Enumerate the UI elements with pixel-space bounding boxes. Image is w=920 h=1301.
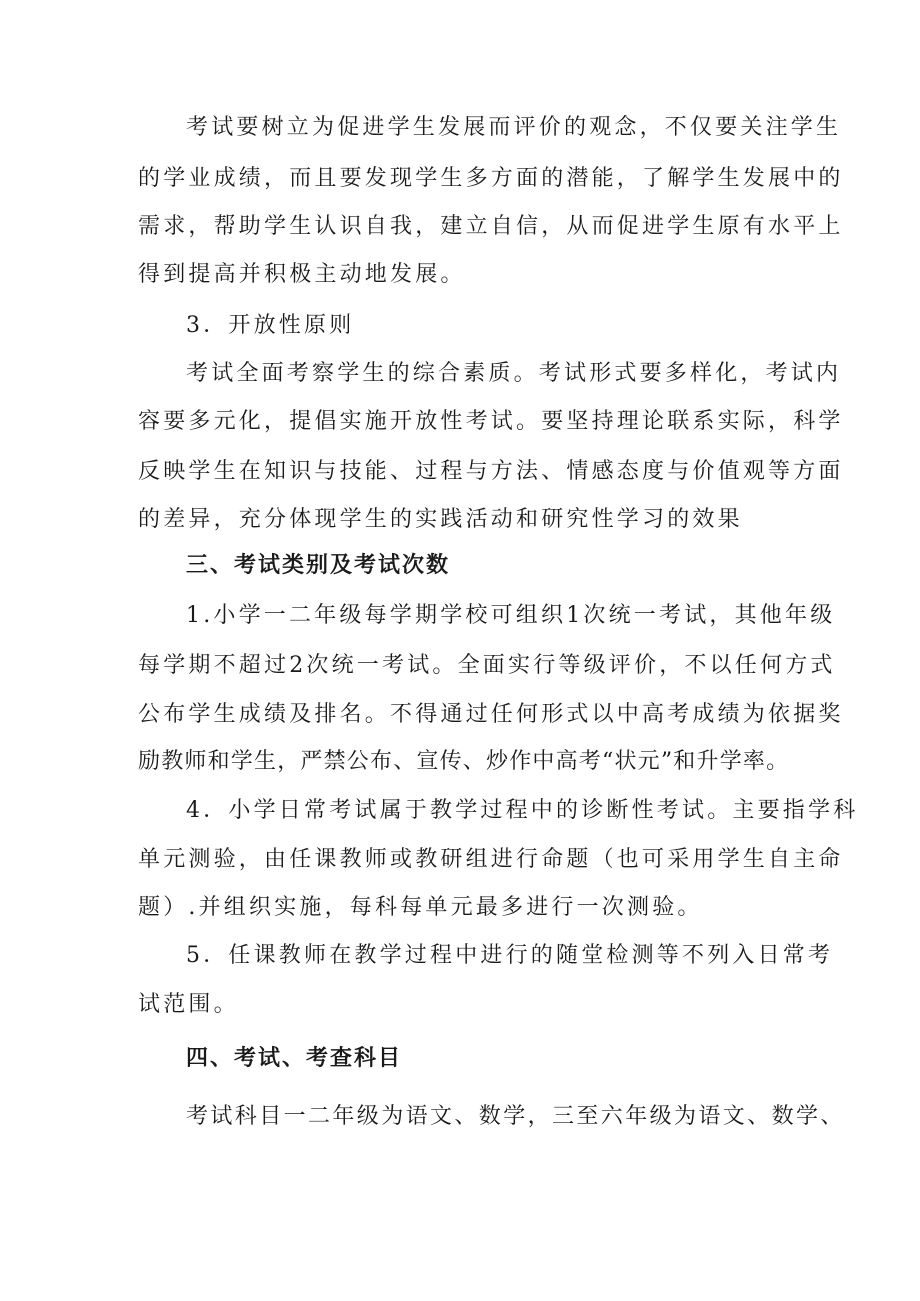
paragraph-line: 1.小学一二年级每学期学校可组织1次统一考试，其他年级 — [186, 603, 836, 628]
paragraph-line: 公布学生成绩及排名。不得通过任何形式以中高考成绩为依据奖 — [138, 702, 844, 727]
paragraph-line: 每学期不超过2次统一考试。全面实行等级评价，不以任何方式 — [138, 653, 836, 678]
paragraph-line: 单元测验，由任课教师或教研组进行命题（也可采用学生自主命 — [138, 847, 844, 872]
paragraph-line: 考试全面考察学生的综合素质。考试形式要多样化，考试内 — [186, 361, 842, 386]
paragraph-line: 的学业成绩，而且要发现学生多方面的潜能，了解学生发展中的 — [138, 166, 844, 191]
paragraph-line: 需求，帮助学生认识自我，建立自信，从而促进学生原有水平上 — [138, 214, 844, 239]
paragraph-line: 得到提高并积极主动地发展。 — [138, 262, 466, 287]
paragraph-line: 5．任课教师在教学过程中进行的随堂检测等不列入日常考 — [186, 943, 834, 968]
paragraph-line: 的差异，充分体现学生的实践活动和研究性学习的效果 — [138, 507, 743, 532]
section-item-heading: 3．开放性原则 — [186, 313, 355, 338]
paragraph-line: 反映学生在知识与技能、过程与方法、情感态度与价值观等方面 — [138, 459, 844, 484]
paragraph-line: 试范围。 — [138, 992, 239, 1017]
paragraph-line: 容要多元化，提倡实施开放性考试。要坚持理论联系实际，科学 — [138, 409, 844, 434]
paragraph-line: 励教师和学生，严禁公布、宣传、炒作中高考“状元”和升学率。 — [138, 749, 790, 774]
paragraph-line: 考试科目一二年级为语文、数学，三至六年级为语文、数学、 — [186, 1104, 845, 1129]
paragraph-line: 题）.并组织实施，每科每单元最多进行一次测验。 — [138, 895, 703, 920]
section-heading: 三、考试类别及考试次数 — [186, 553, 451, 578]
paragraph-line: 4．小学日常考试属于教学过程中的诊断性考试。主要指学科 — [186, 798, 859, 823]
section-heading: 四、考试、考查科目 — [186, 1046, 403, 1071]
paragraph-line: 考试要树立为促进学生发展而评价的观念，不仅要关注学生 — [186, 115, 842, 140]
